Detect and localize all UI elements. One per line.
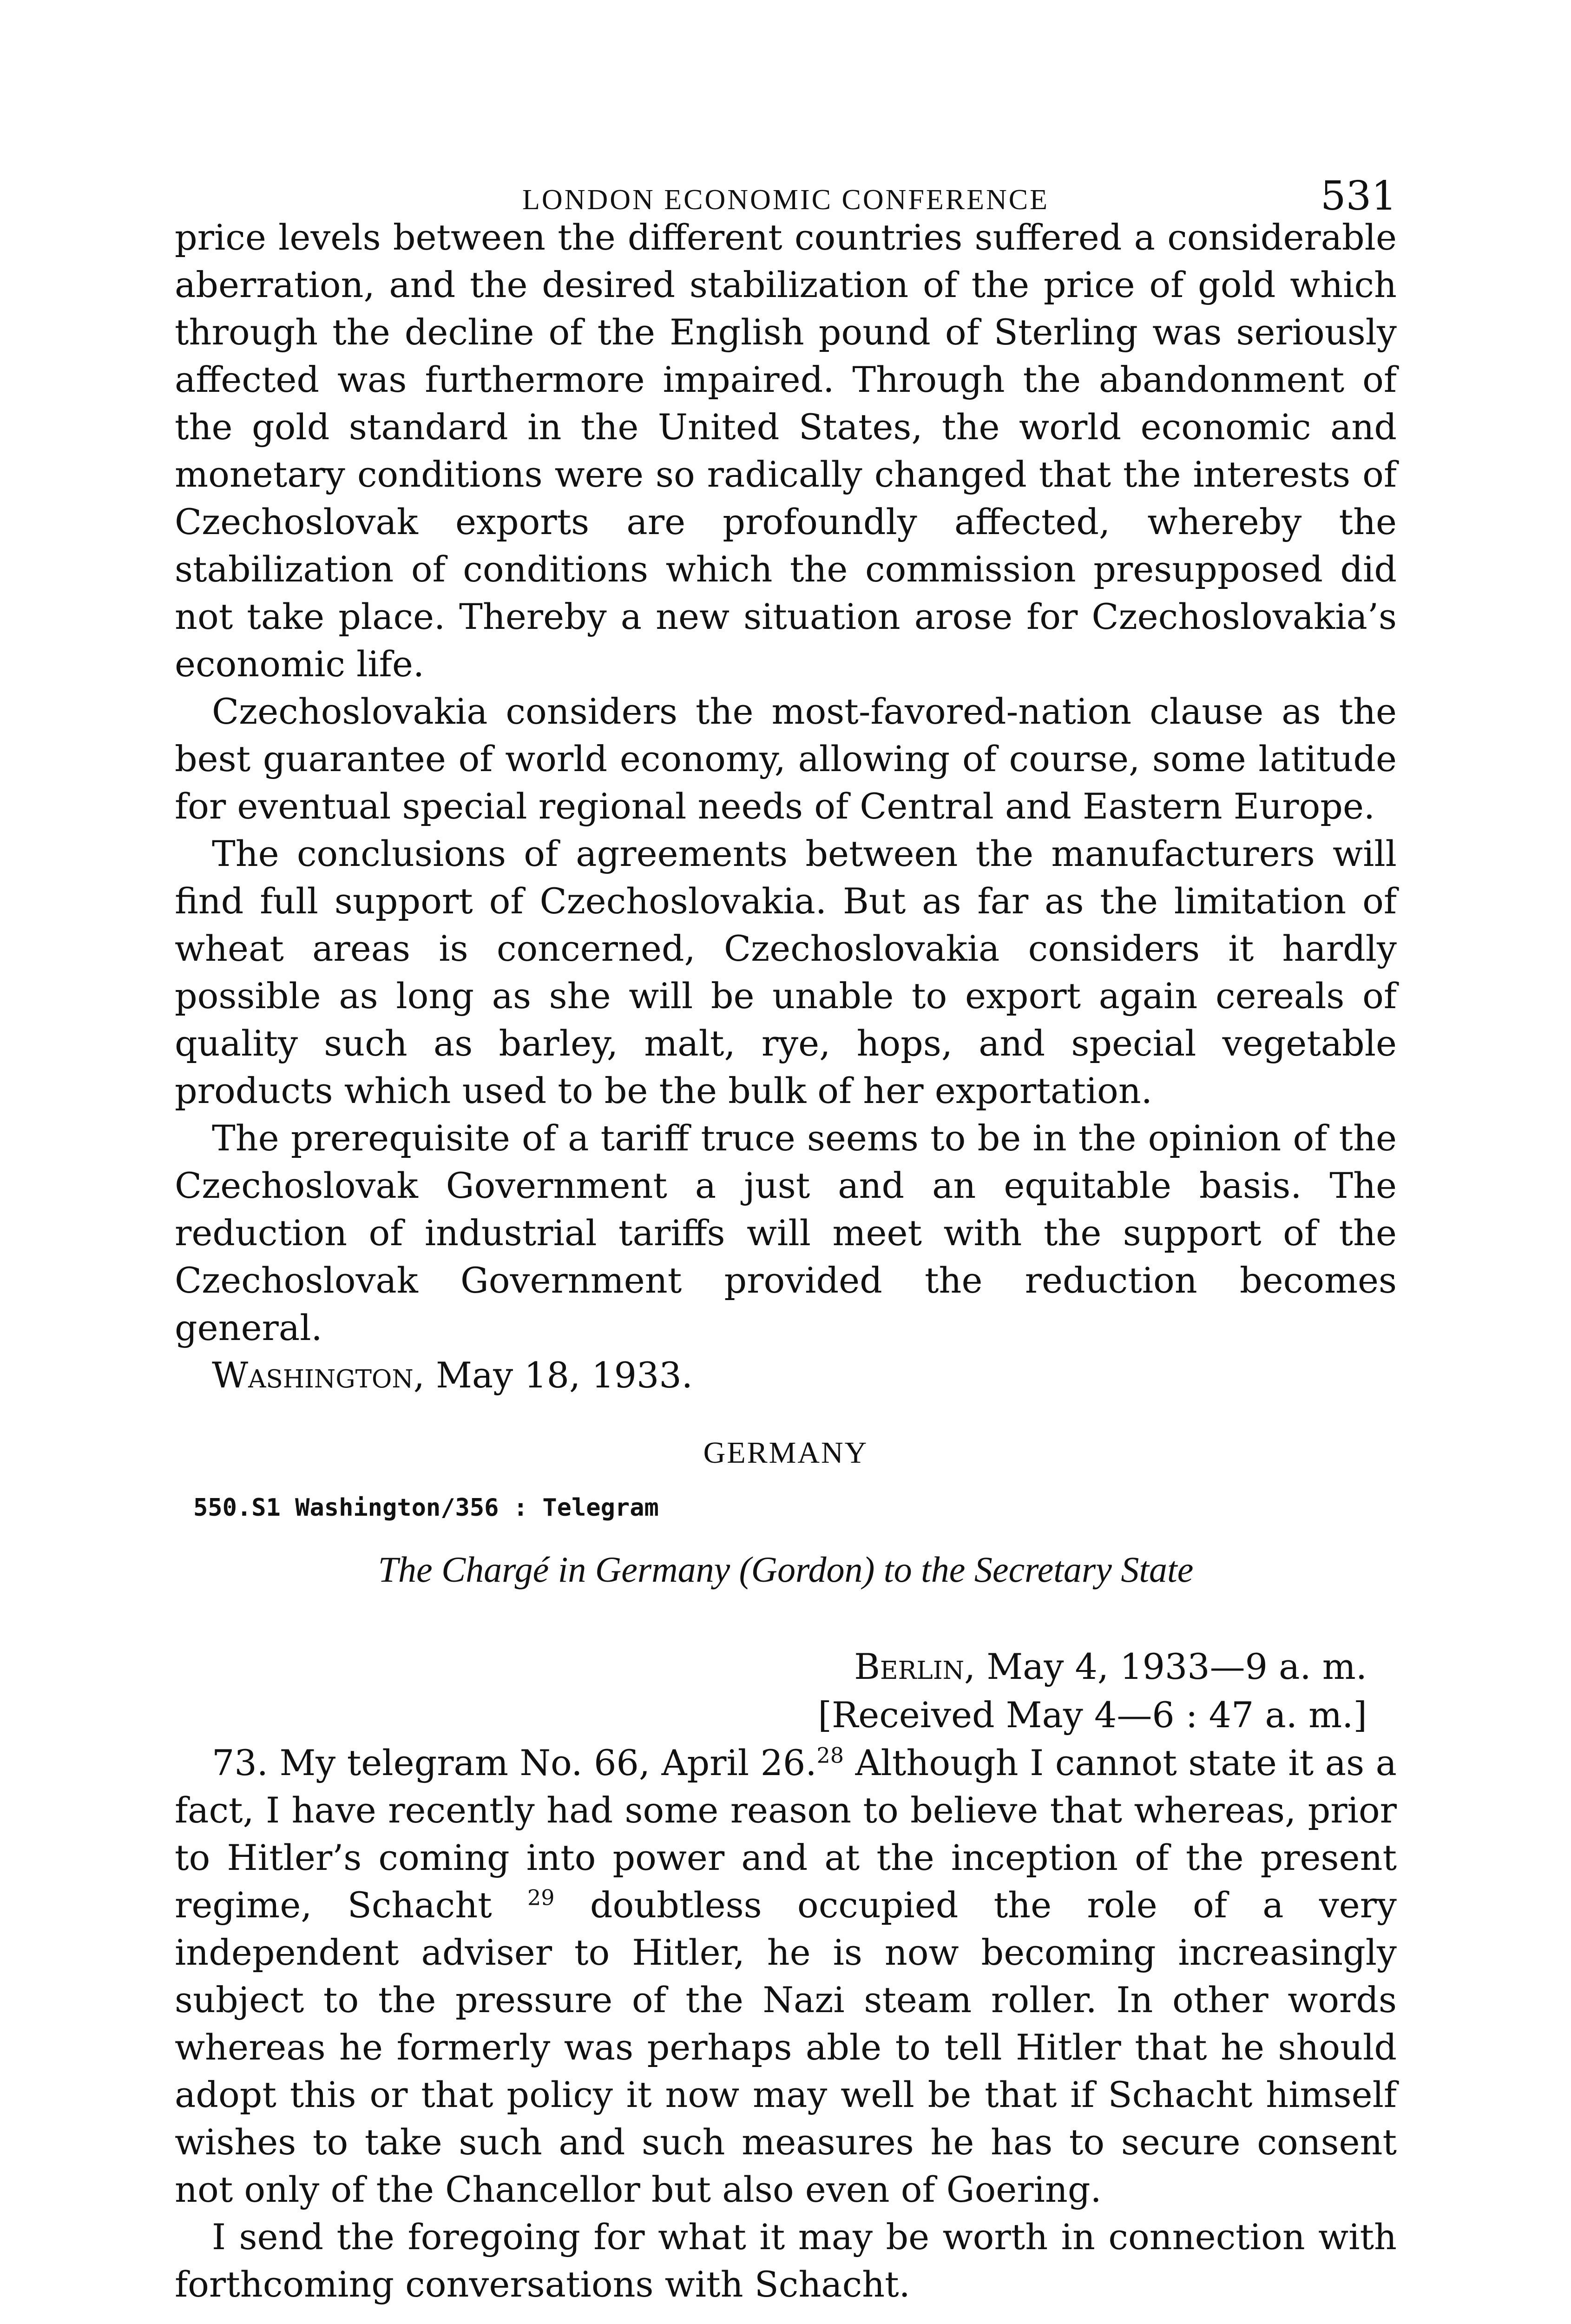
book-page [175,139,1397,2324]
footnote-reference: 29 [527,1885,555,1910]
document-title: The Chargé in Germany (Gordon) to the Secretary State [378,1549,1194,1590]
sent-line [175,1643,1367,1691]
dateline-date: May 18, 1933. [424,1354,693,1396]
germany-section [175,1435,1397,2324]
footnote-reference: 28 [816,1743,844,1768]
telegram-dateline [175,1643,1367,1739]
body-paragraph: The conclusions of agreements between the manufacturers will find full support of Czechoslovakia. But as far as the limitation of wheat areas is concerned, Czechoslovakia considers it hardly possible as long as she will be unable to export again cereals of quality such as barley, malt, rye, hops, and special vegetable products which used to be the bulk of her exportation. [175,833,1397,1111]
running-header [175,139,1397,219]
telegram-paragraph: I send the foregoing for what it may be worth in connection with forthcoming conversations with Schacht. [175,2216,1397,2305]
body-paragraph: Czechoslovakia considers the most-favored-nation clause as the best guarantee of world economy, allowing of course, some latitude for eventual special regional needs of Central and Eastern Europe. [175,691,1397,827]
section-heading: GERMANY [703,1436,868,1470]
sent-place: Berlin, [854,1646,976,1687]
body-paragraph: price levels between the different countries suffered a considerable aberration, and the desired stabilization of the price of gold which through the decline of the English pound of Sterling was seriously affected was furthermore impaired. Through the abandonment of the gold standard in the United States, the world economic and monetary conditions were so radically changed that the interests of Czechoslovak exports are profoundly affected, whereby the stabilization of conditions which the commission presupposed did not take place. Thereby a new situation arose for Czechoslovakia’s economic life. [175,217,1397,685]
telegram-paragraph [175,1739,1397,2213]
telegram-text-part: doubtless occupied the role of a very independent adviser to Hitler, he is now becoming increasingly subject to the pressure of the Nazi steam roller. In other words whereas he formerly was perhaps able to tell Hitler that he should adopt this or that policy it now may well be that if Schacht himself wishes to take such and such measures he has to secure consent not only of the Chancellor but also even of Goering. [175,1884,1397,2210]
telegram-text-part: 73. My telegram No. 66, April 26. [212,1742,817,1783]
file-reference: 550.S1 Washington/356 : Telegram [193,1494,659,1522]
body-paragraph: The prerequisite of a tariff truce seems to be in the opinion of the Czechoslovak Government a just and an equitable basis. The reduction of industrial tariffs will meet with the support of the Czechoslovak Government provided the reduction becomes general. [175,1117,1397,1348]
received-line: [Received May 4—6 : 47 a. m.] [818,1694,1367,1736]
czechoslovakia-section [175,214,1397,1399]
sent-time: May 4, 1933—9 a. m. [975,1646,1367,1687]
dateline [175,1352,1397,1399]
dateline-place: Washington, [212,1354,425,1396]
telegram-text-part: Although I cannot state it as a fact, I have recently had some reason to believe that whereas, prior to Hitler’s coming into power and at the inception of the present regime, Schacht [175,1742,1397,1926]
page-number: 531 [1320,173,1397,219]
running-title: LONDON ECONOMIC CONFERENCE [522,184,1049,216]
